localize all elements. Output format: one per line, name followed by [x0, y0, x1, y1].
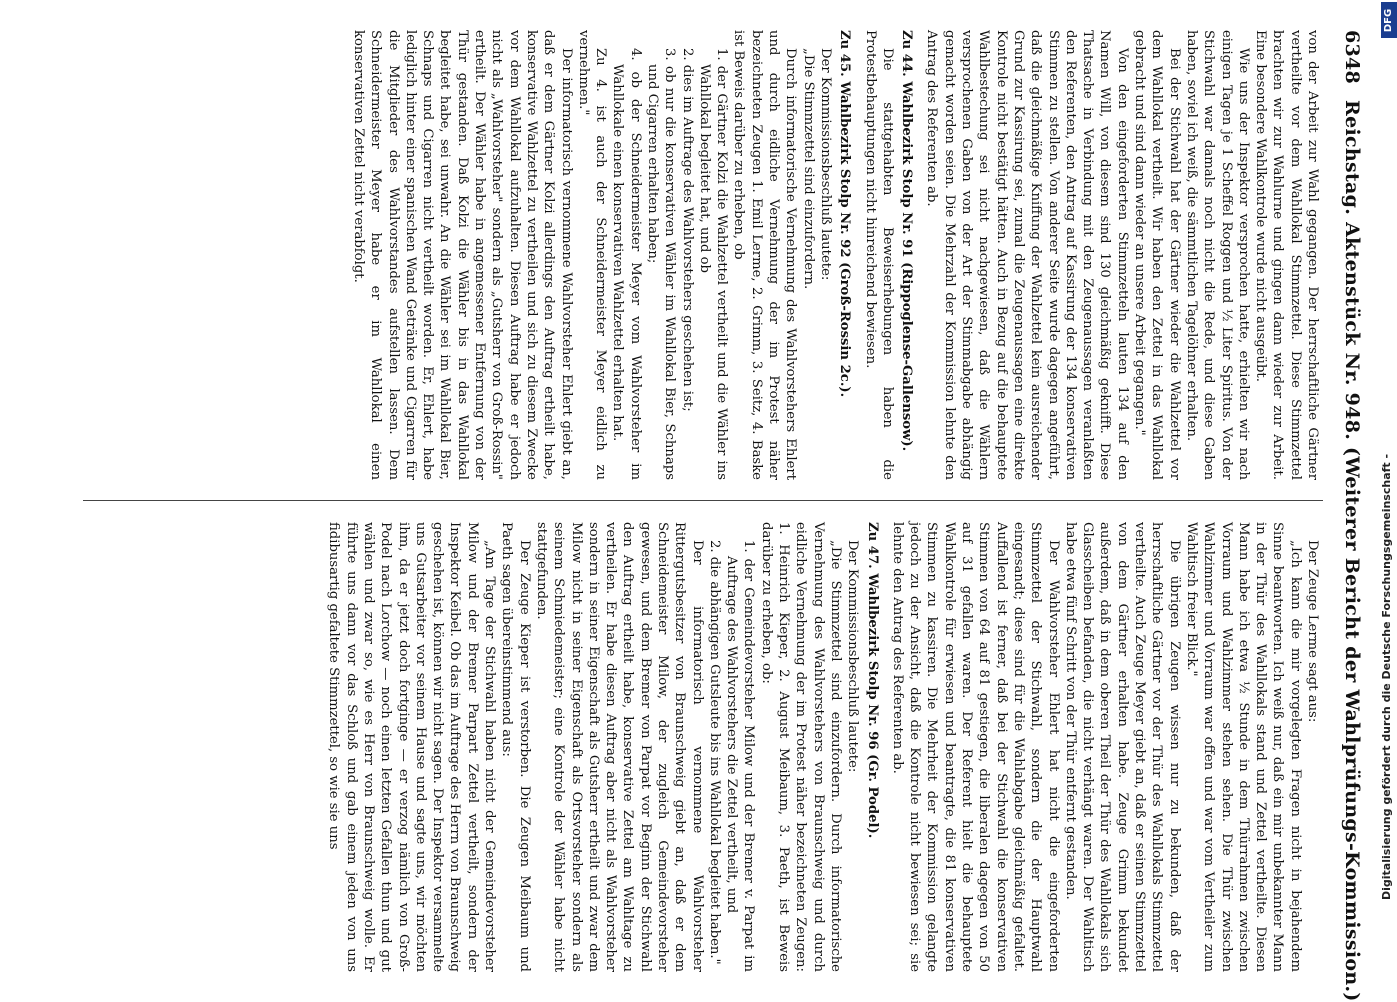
- paragraph: Wie uns der Inspektor versprochen hatte, erhielten wir nach einigen Tagen je 1 Scheffel Roggen und ½ Liter Spiritus. Von der Stichwahl war damals noch nicht die Rede, und diese Gaben haben, soviel ich weiß, die sämmtlichen Tagelöhner erhalten.: [1183, 30, 1251, 480]
- paragraph: Zu 4. ist auch der Schneidermeister Meyer eidlich zu vernehmen.": [575, 30, 609, 480]
- column-divider: [83, 500, 1323, 501]
- document-page: [38, 0, 1383, 1000]
- paragraph: von der Arbeit zur Wahl gegangen. Der herrschaftliche Gärtner vertheilte vor dem Wahllokal Stimmzettel. Diese Stimmzettel brachten wir zur Wahlurne und gingen dann wieder zur Arbeit. Eine besondere Wahlkontrole wurde nicht ausgeübt.: [1253, 30, 1320, 480]
- list-item: 1. der Gärtner Kolzi die Wahlzettel vertheilt und die Wähler ins Wahllokal begleitet hat, und ob: [696, 48, 730, 480]
- list-item: 2. dies im Auftrage des Wahlvorstehers geschehen ist;: [679, 48, 695, 412]
- page-number: 6348: [1341, 30, 1363, 85]
- section-heading: Zu 45. Wahlbezirk Stolp Nr. 92 (Groß-Rossin 2c.).: [837, 30, 853, 398]
- section-heading: Zu 44. Wahlbezirk Stolp Nr. 91 (Rippoglense-Gallensow).: [899, 30, 915, 452]
- right-column: [325, 522, 1321, 972]
- paragraph: Der informatorisch vernommene Wahlvorsteher Ehlert giebt an, daß er dem Gärtner Kolzi allerdings den Auftrag ertheilt habe, konservative Wahlzettel zu vertheilen und sich zu diesem Zwecke vor dem Wahllokal aufzuhalten. Diesen Auftrag habe er jedoch nicht als „Wahlvorsteher" sondern als „Gutsherr von Groß-Rossin" ertheilt. Der Wähler habe in angemessener Entfernung von der Thür gestanden. Daß Kolzi die Wähler bis in das Wahllokal begleitet habe, sei unwahr. An die Wähler sei im Wahllokal Bier, Schnaps und Cigarren nicht vertheilt worden. Er, Ehlert, habe lediglich hinter einer spanischen Wand Getränke und Cigarren für die Mitglieder des Wahlvorstandes aufstellen lassen. Dem Schneidermeister Meyer habe er im Wahllokal einen konservativen Zettel nicht verabfolgt.: [350, 30, 574, 480]
- section-heading: Zu 47. Wahlbezirk Stolp Nr. 96 (Gr. Podel).: [864, 522, 880, 839]
- paragraph: „Die Stimmzettel sind einzufordern. Durch informatorische Vernehmung des Wahlvorstehers von Braunschweig und durch eidliche Vernehmung der im Protest näher bezeichneten Zeugen: 1. Heinrich Kieper, 2. August Meibaum, 3. Paeth, ist Beweis darüber zu erheben, ob:: [758, 522, 843, 972]
- paragraph: Die übrigen Zeugen wissen nur zu bekunden, daß der herrschaftliche Gärtner vor der Thür des Wahllokals Stimmzettel vertheilte. Auch Zeuge Meyer giebt an, daß er seinen Stimmzettel von dem Gärtner erhalten habe. Zeuge Grimm bekundet außerdem, daß in dem oberen Theil der Thür des Wahllokals sich Glasscheiben befanden, die nicht verhängt waren. Der Wahltisch habe etwa fünf Schritt von der Thür entfernt gestanden.: [1062, 522, 1182, 972]
- dfg-logo: [1381, 2, 1397, 38]
- paragraph: Der Wahlvorsteher Ehlert hat nicht die eingeforderten Stimmzettel der Stichwahl, sondern die der Hauptwahl eingesandt; diese sind für die Wahlabgabe gleichmäßig gefaltet. Auffallend ist ferner, daß bei der Stichwahl die konservativen Stimmen von 64 auf 81 gestiegen, die liberalen dagegen von 50 auf 31 gefallen waren. Der Referent hielt die behauptete Wahlkontrole für erwiesen und beantragte, die 81 konservativen Stimmen zu kassiren. Die Mehrheit der Kommission gelangte jedoch zu der Ansicht, daß die Kontrole nicht bewiesen sei; sie lehnte den Antrag des Referenten ab.: [889, 522, 1061, 972]
- paragraph: Durch informatorische Vernehmung des Wahlvorstehers Ehlert und durch eidliche Vernehmung der im Protest näher bezeichneten Zeugen 1. Emil Lerme, 2. Grimm, 3. Seitz, 4. Baske ist Beweis darüber zu erheben, ob: [731, 30, 799, 480]
- paragraph: Der Kommissionsbeschluß lautete:: [817, 48, 833, 281]
- paragraph: Die stattgehabten Beweiserhebungen haben die Protestbehauptungen nicht hinreichend bewiesen.: [862, 30, 895, 480]
- dfg-logo-text: DFG: [1383, 8, 1395, 32]
- list-item: 4. ob der Schneidermeister Meyer vom Wahlvorsteher im Wahllokale einen konservativen Wahlzettel erhalten hat.: [610, 48, 643, 480]
- page-title: Reichstag. Aktenstück Nr. 948. (Weiterer Bericht der Wahlprüfungs-Kommission.): [1341, 100, 1363, 1002]
- paragraph: Bei der Stichwahl hat der Gärtner wieder die Wahlzettel vor dem Wahllokal vertheilt. Wir haben den Zettel in das Wahllokal gebracht und sind dann wieder an unsere Arbeit gegangen.": [1132, 30, 1182, 480]
- digitization-credit: Digitalisierung gefördert durch die Deutsche Forschungsgemeinschaft -: [1380, 453, 1393, 900]
- paragraph: „Am Tage der Stichwahl haben nicht der Gemeindevorsteher Milow und der Bremer Parpart Zettel vertheilt, sondern der Inspektor Keibel. Ob das im Auftrage des Herrn von Braunschweig geschehen ist, können wir nicht sagen. Der Inspektor versammelte uns Gutsarbeiter vor seinem Hause und sagte uns, wir möchten ihm, da er jetzt doch fortginge — er verzog nämlich von Groß-Podel nach Lorchow — noch einen letzten Gefallen thun und gut wählen und zwar so, wie es Herr von Braunschweig wolle. Er führte uns dann vor das Schloß und gab einem jeden von uns fidibusartig gefaltete Stimmzettel, so wie sie uns: [326, 522, 498, 972]
- list-item: 3. ob nur die konservativen Wähler im Wahllokal Bier, Schnaps und Cigarren erhalten haben;: [645, 48, 678, 480]
- list-item: 2. die abhängigen Gutsleute bis ins Wahllokal begleitet haben.": [706, 540, 722, 965]
- left-column: [350, 30, 1321, 480]
- list-item: 1. der Gemeindevorsteher Milow und der Bremer v. Parpat im Auftrage des Wahlvorstehers die Zettel vertheilt, und: [724, 540, 757, 972]
- paragraph: „Ich kann die mir vorgelegten Fragen nicht in bejahendem Sinne beantworten. Ich weiß nur, daß ein mir unbekannter Mann in der Thür des Wahllokals stand und Zettel vertheilte. Diesen Mann habe ich etwa ½ Stunde in dem Thürrahmen zwischen Vorraum und Wahlzimmer stehen sehen. Die Thür zwischen Wahlzimmer und Vorraum war offen und war vom Vertheiler zum Wahltisch freier Blick.": [1183, 522, 1303, 972]
- paragraph: „Die Stimmzettel sind einzufordern.: [800, 48, 816, 290]
- paragraph: Der Kommissionsbeschluß lautete:: [845, 540, 861, 773]
- paragraph: Der informatorisch vernommene Wahlvorsteher Rittergutsbesitzer von Braunschweig giebt an, daß er dem Schneidemeister Milow, der zugleich Gemeindevorsteher gewesen, und dem Bremer von Parpat vor Beginn der Stichwahl den Auftrag ertheilt habe, konservative Zettel am Wahltage zu vertheilen. Er habe diesen Auftrag aber nicht als Wahlvorsteher sondern in seiner Eigenschaft als Gutsherr ertheilt und zwar dem Milow nicht in seiner Eigenschaft als Ortsvorsteher sondern als seinem Schmiedemeister; eine Kontrole der Wähler habe nicht stattgefunden.: [533, 522, 705, 972]
- paragraph: Der Zeuge Kieper ist verstorben. Die Zeugen Meibaum und Paeth sagen übereinstimmend aus:: [499, 522, 532, 972]
- paragraph: Der Zeuge Lerme sagt aus:: [1305, 540, 1320, 723]
- page-header: [1337, 30, 1377, 1002]
- paragraph: Von den eingeforderten Stimmzetteln lauten 134 auf den Namen Will, von diesem sind 130 gleichmäßig geknifft. Diese Thatsache in Verbindung mit den Zeugenaussagen veranlaßten den Referenten, den Antrag auf Kassirung der 134 konservativen Stimmen zu stellen. Von anderer Seite wurde dagegen angeführt, daß die gleichmäßige Kniffung der Wahlzettel kein ausreichender Grund zur Kassirung sei, zumal die Zeugenaussagen eine direkte Kontrole nicht bestätigt hätten. Auch in Bezug auf die behauptete Wahlbestechung sei nicht nachgewiesen, daß die Wählern versprochenen Gaben von der Art der Stimmabgabe abhängig gemacht worden seien. Die Mehrzahl der Kommission lehnte den Antrag des Referenten ab.: [924, 30, 1130, 480]
